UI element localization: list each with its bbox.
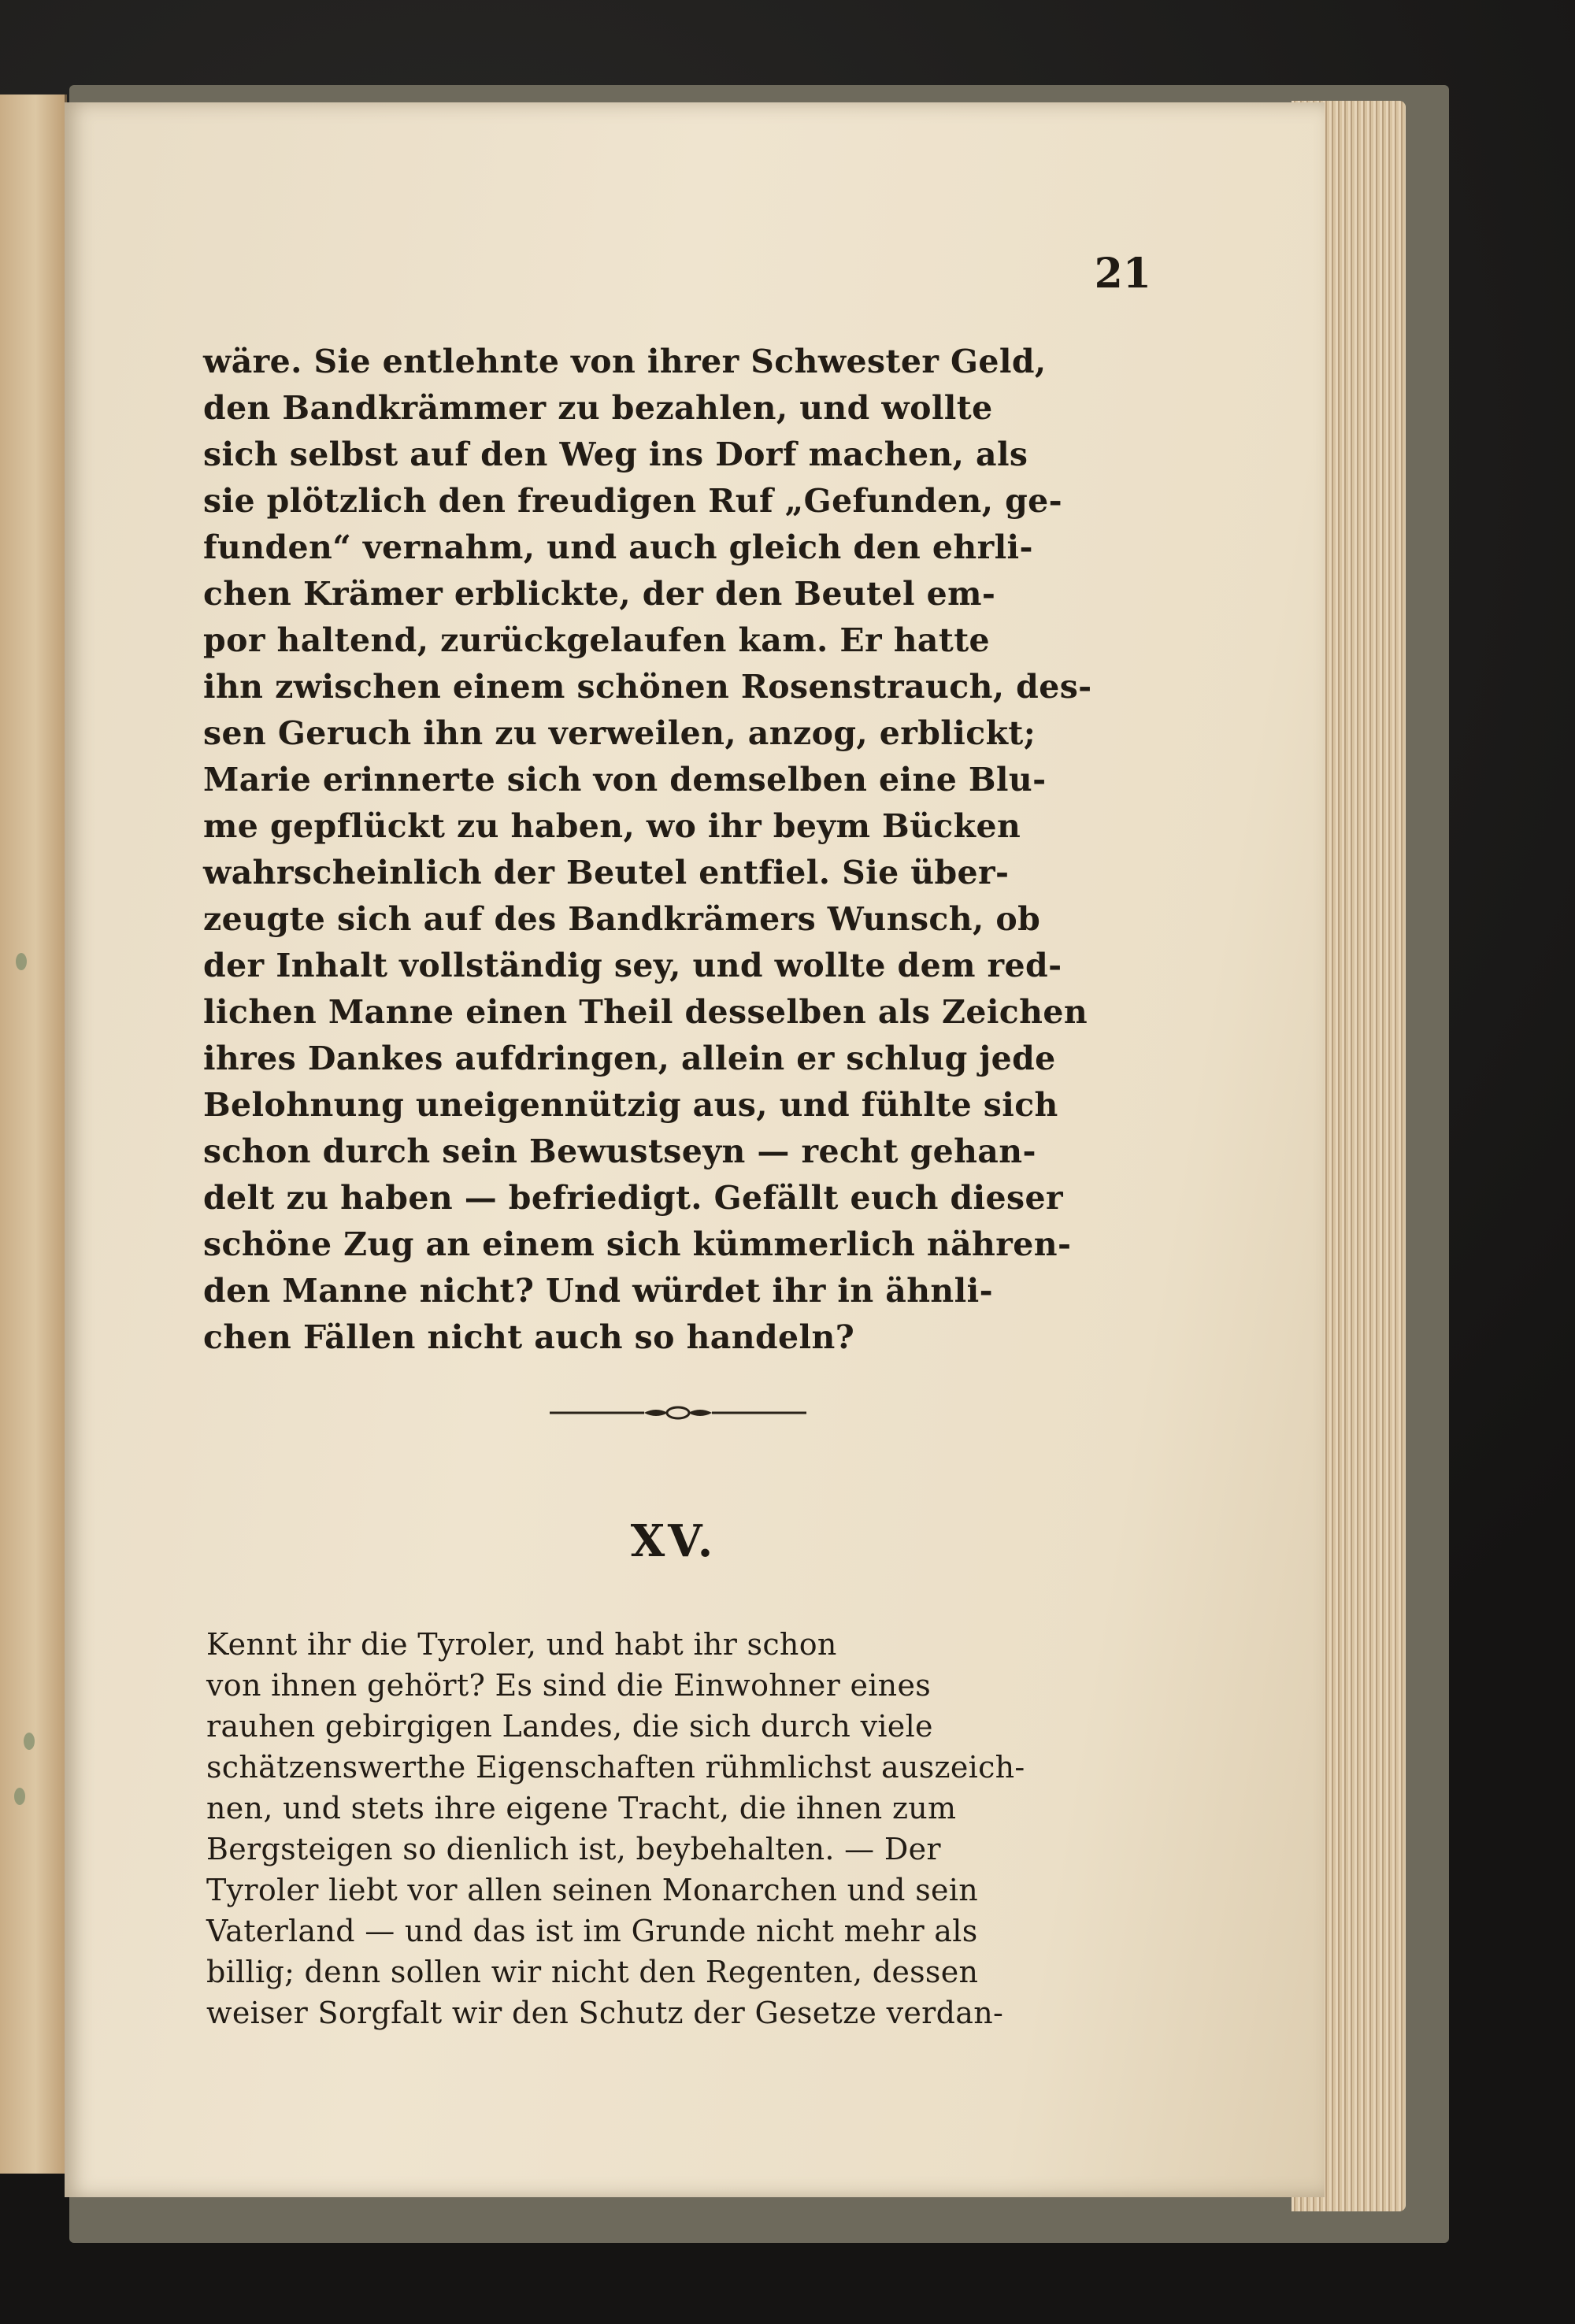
- text-line: der Inhalt vollständig sey, und wollte dem red-: [203, 947, 1062, 984]
- text-line: den Bandkrämmer zu bezahlen, und wollte: [203, 389, 993, 427]
- text-line: sen Geruch ihn zu verweilen, anzog, erblickt;: [203, 714, 1036, 752]
- left-page-ornament: [14, 1788, 25, 1805]
- text-line: zeugte sich auf des Bandkrämers Wunsch, ob: [203, 900, 1041, 938]
- left-page-fragment: [0, 95, 67, 2174]
- section-divider-ornament: [550, 1403, 806, 1422]
- text-line: wäre. Sie entlehnte von ihrer Schwester Geld,: [203, 343, 1047, 380]
- text-line: Bergsteigen so dienlich ist, beybehalten. — Der: [206, 1832, 941, 1866]
- text-line: den Manne nicht? Und würdet ihr in ähnli-: [203, 1272, 994, 1310]
- text-line: funden“ vernahm, und auch gleich den ehrli-: [203, 528, 1033, 566]
- section-paragraph: [206, 1624, 1151, 2033]
- text-line: chen Krämer erblickte, der den Beutel em-: [203, 575, 996, 613]
- left-page-ornament: [16, 953, 27, 970]
- text-line: Marie erinnerte sich von demselben eine Blu-: [203, 761, 1047, 799]
- left-page-ornament: [24, 1733, 35, 1750]
- text-line: wahrscheinlich der Beutel entfiel. Sie über-: [203, 854, 1010, 891]
- text-line: schon durch sein Bewustseyn — recht gehan-: [203, 1132, 1036, 1170]
- text-line: schöne Zug an einem sich kümmerlich nähren-: [203, 1225, 1072, 1263]
- text-line: Belohnung uneigennützig aus, und fühlte sich: [203, 1086, 1058, 1124]
- text-line: sich selbst auf den Weg ins Dorf machen, als: [203, 436, 1028, 473]
- text-line: Kennt ihr die Tyroler, und habt ihr schon: [206, 1627, 837, 1662]
- paragraph-continued: [203, 339, 1148, 1361]
- text-line: billig; denn sollen wir nicht den Regenten, dessen: [206, 1955, 979, 1989]
- text-line: delt zu haben — befriedigt. Gefällt euch dieser: [203, 1179, 1063, 1217]
- text-line: ihres Dankes aufdringen, allein er schlug jede: [203, 1040, 1056, 1077]
- text-line: lichen Manne einen Theil desselben als Zeichen: [203, 993, 1088, 1031]
- text-line: weiser Sorgfalt wir den Schutz der Gesetze verdan-: [206, 1996, 1004, 2030]
- text-line: Tyroler liebt vor allen seinen Monarchen und sein: [206, 1873, 979, 1907]
- text-line: rauhen gebirgigen Landes, die sich durch viele: [206, 1709, 933, 1744]
- text-line: von ihnen gehört? Es sind die Einwohner eines: [206, 1668, 932, 1703]
- text-line: ihn zwischen einem schönen Rosenstrauch, des-: [203, 668, 1092, 706]
- text-line: sie plötzlich den freudigen Ruf „Gefunden, ge-: [203, 482, 1063, 520]
- section-heading: XV.: [630, 1515, 717, 1567]
- text-line: chen Fällen nicht auch so handeln?: [203, 1318, 855, 1356]
- text-line: me gepflückt zu haben, wo ihr beym Bücken: [203, 807, 1021, 845]
- text-line: por haltend, zurückgelaufen kam. Er hatte: [203, 621, 991, 659]
- page-number: 21: [1094, 250, 1151, 298]
- text-line: nen, und stets ihre eigene Tracht, die ihnen zum: [206, 1791, 957, 1825]
- text-line: schätzenswerthe Eigenschaften rühmlichst auszeich-: [206, 1750, 1025, 1785]
- text-line: Vaterland — und das ist im Grunde nicht mehr als: [206, 1914, 978, 1948]
